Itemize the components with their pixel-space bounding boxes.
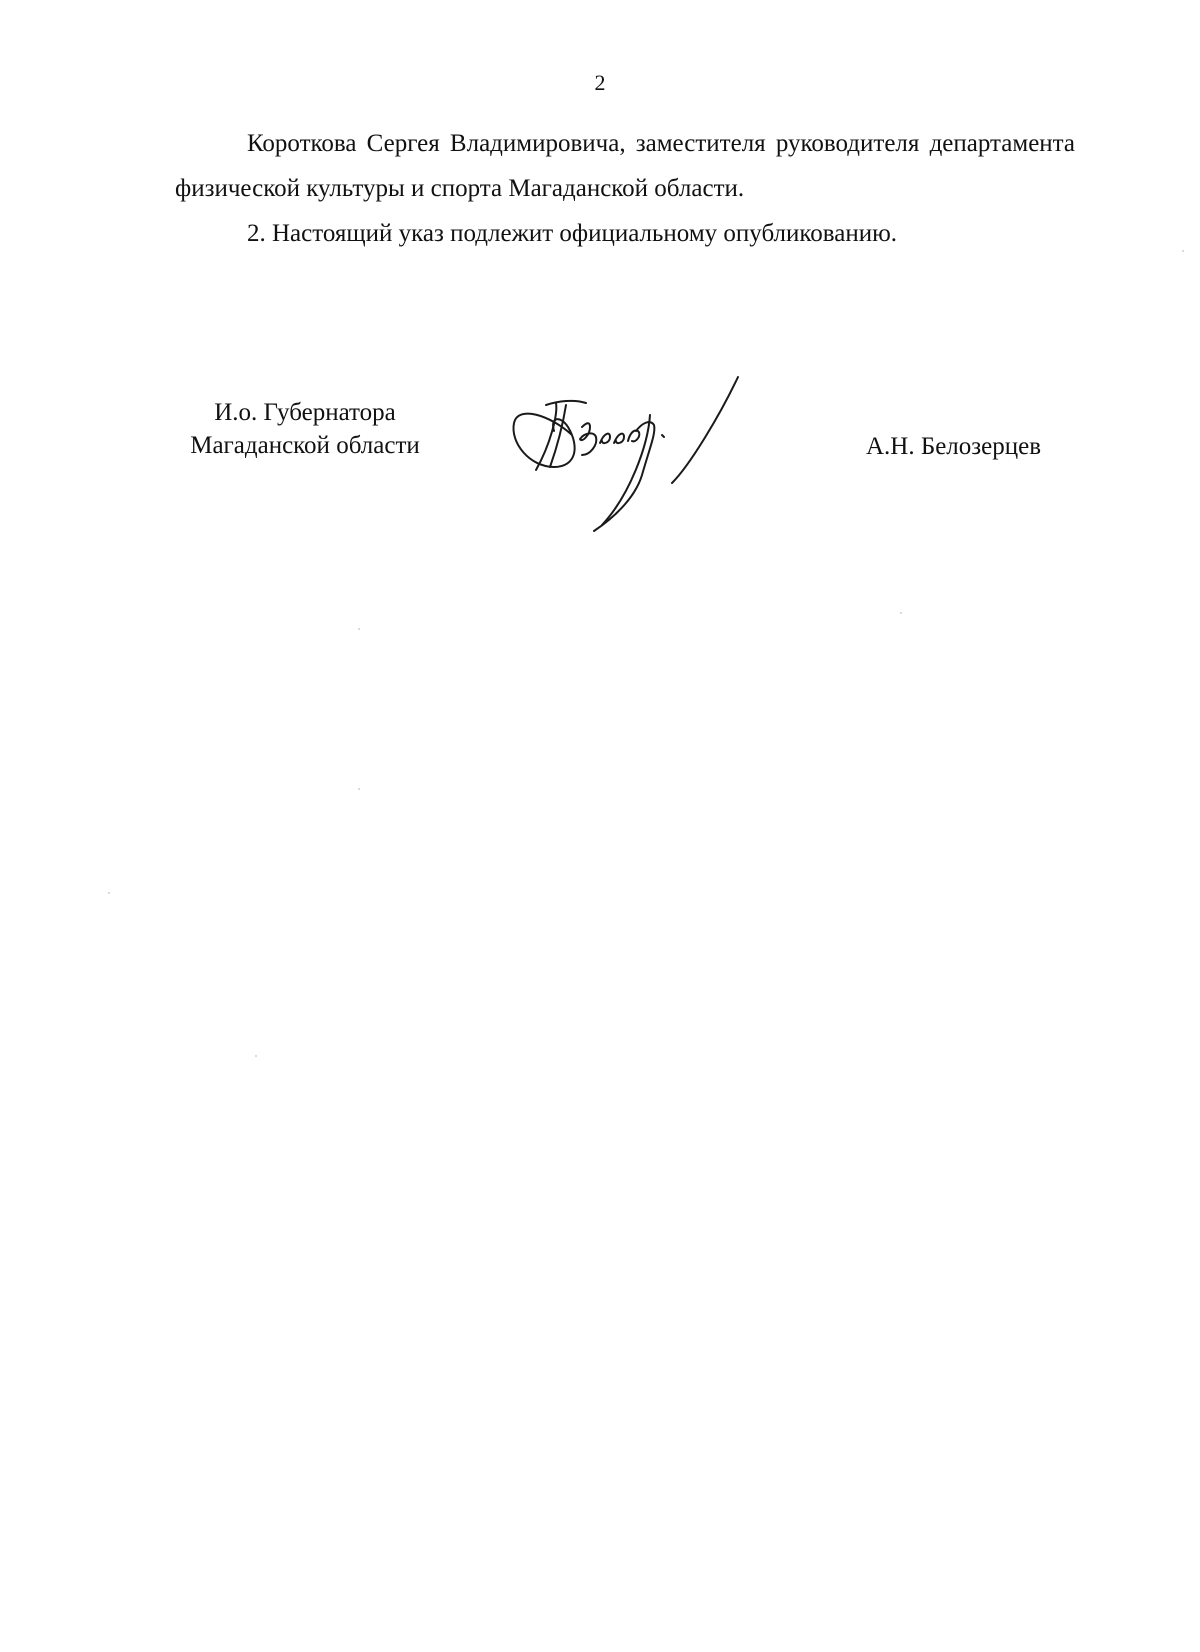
paragraph-appointee: Короткова Сергея Владимировича, заместителя руководителя департамента физической культуры и спорта Магаданской области. xyxy=(175,130,1075,202)
scan-speck xyxy=(108,892,110,894)
paragraph-publication-clause: 2. Настоящий указ подлежит официальному опубликованию. xyxy=(247,220,898,247)
signatory-title-line-1: И.о. Губернатора xyxy=(214,399,396,426)
handwritten-signature-icon xyxy=(510,375,780,570)
scan-speck xyxy=(255,1055,257,1057)
scan-speck xyxy=(900,612,902,614)
signatory-title-line-2: Магаданской области xyxy=(190,432,420,459)
scan-speck xyxy=(1182,250,1184,252)
page-number: 2 xyxy=(594,70,606,95)
signatory-title xyxy=(170,396,440,462)
signer-name: А.Н. Белозерцев xyxy=(866,433,1042,460)
scan-speck xyxy=(358,628,360,630)
scan-speck xyxy=(358,788,360,790)
